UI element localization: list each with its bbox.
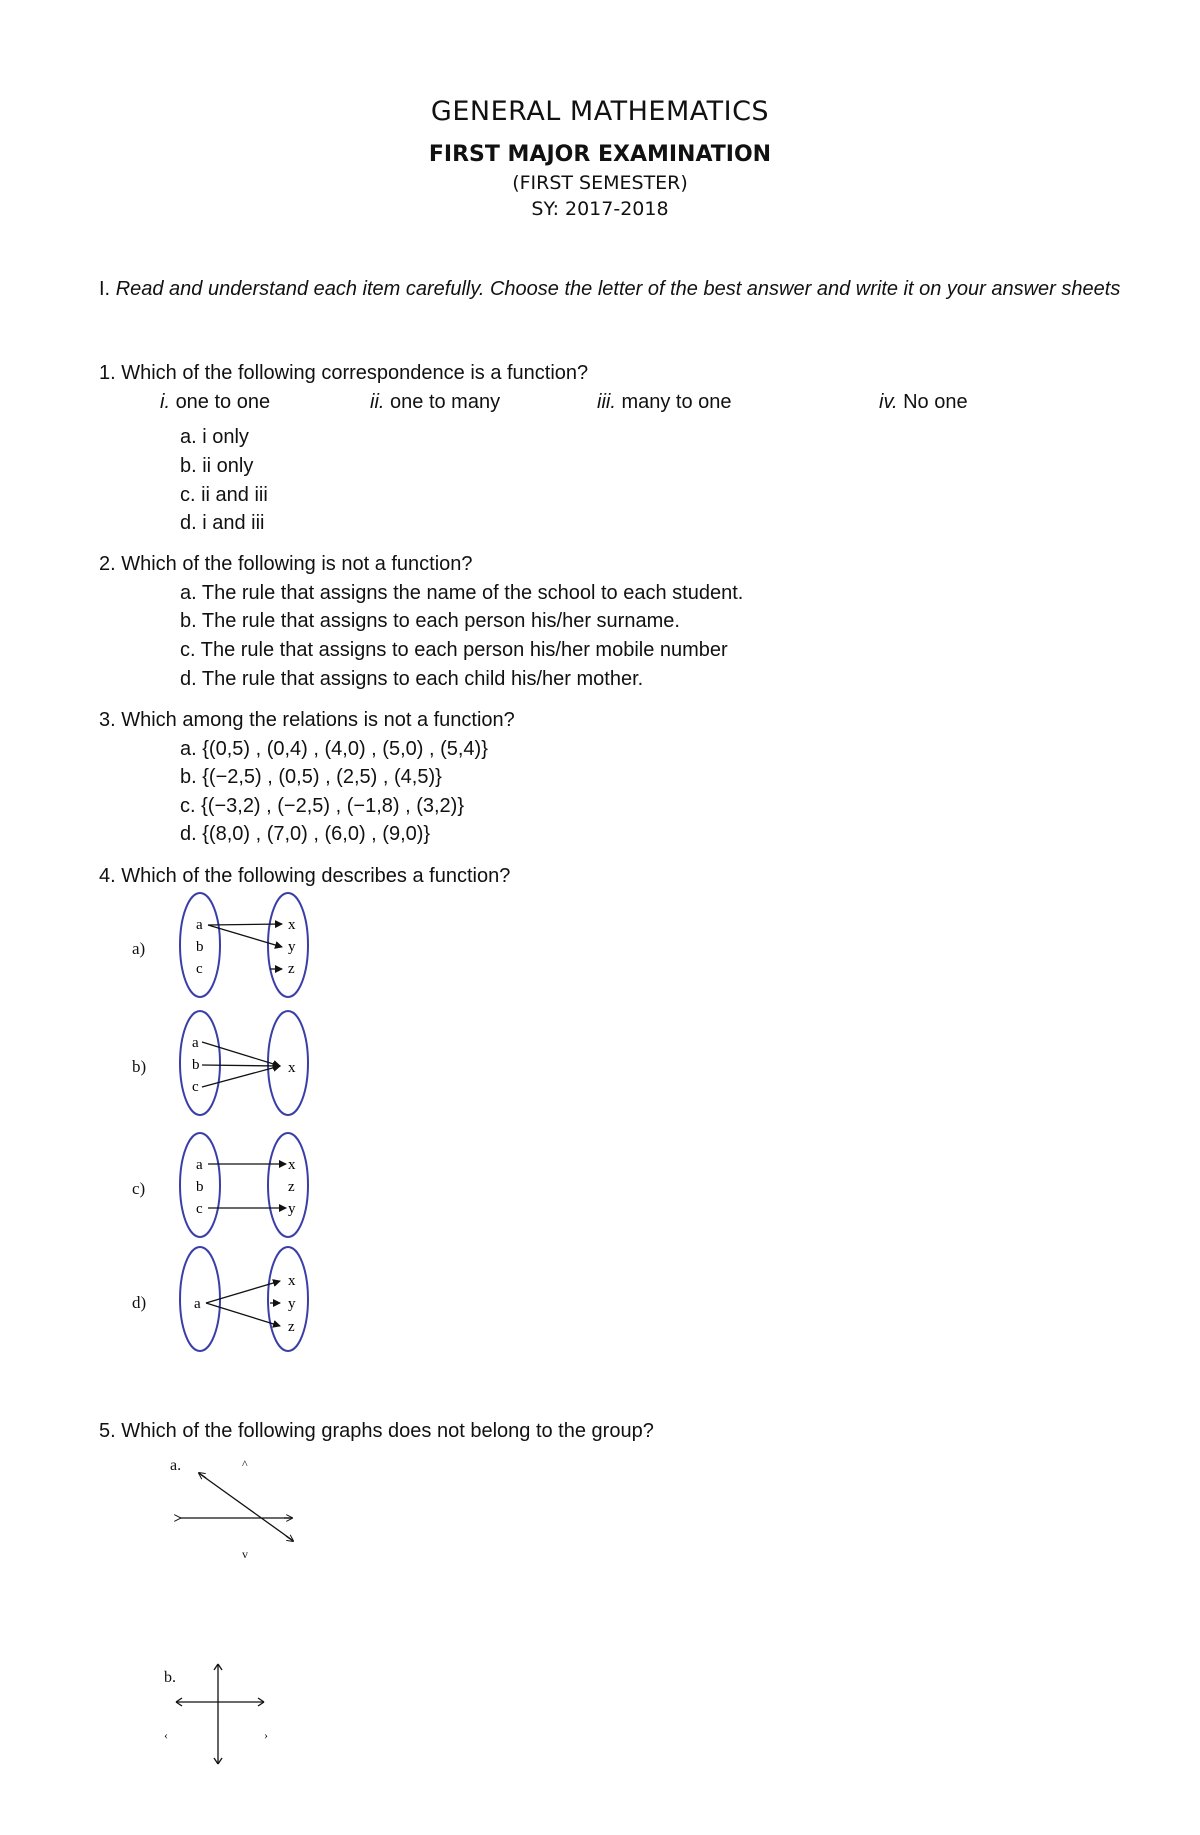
instructions-number: I. — [99, 278, 111, 300]
q3-option-a: a. {(0,5) , (0,4) , (4,0) , (5,0) , (5,4)} — [180, 738, 488, 760]
q4-diagram-c-label: c) — [132, 1179, 146, 1198]
q4-diagram-c-range-z: z — [288, 1179, 295, 1195]
q4-diagram-a-range-z: z — [288, 961, 295, 977]
q4-diagram-b-label: b) — [132, 1057, 147, 1076]
q4-diagram-a-range-x: x — [288, 917, 296, 933]
q4-diagram-a-domain-a: a — [196, 917, 203, 933]
q1-item-iii-num: iii. — [597, 391, 616, 413]
instructions-text: Read and understand each item carefully. Choose the letter of the best answer and write it on your answer sheets — [115, 278, 1121, 300]
q1-option-a: a. i only — [180, 426, 249, 448]
q4-diagram-d-label: d) — [132, 1293, 147, 1312]
q4-diagram-b-domain-a: a — [192, 1035, 199, 1051]
q5-stem: 5. Which of the following graphs does not belong to the group? — [99, 1420, 654, 1442]
q4-diagram-a — [132, 893, 308, 997]
q1-item-i-text: one to one — [175, 391, 271, 413]
q1-option-b: b. ii only — [180, 455, 254, 477]
q4-diagram-d — [132, 1247, 308, 1351]
q2-stem: 2. Which of the following is not a function? — [99, 553, 473, 575]
q4-diagram-b-domain-b: b — [192, 1057, 200, 1073]
q3-stem: 3. Which among the relations is not a function? — [99, 709, 515, 731]
q2-option-b: b. The rule that assigns to each person his/her surname. — [180, 610, 680, 632]
q1-item-iv-num: iv. — [879, 391, 898, 413]
q5-graph-b-label: b. — [164, 1669, 176, 1686]
q2-option-a: a. The rule that assigns the name of the school to each student. — [180, 582, 744, 604]
q4-diagram-b-range-x: x — [288, 1060, 296, 1076]
q5-graph-a-down-arrow-icon: v — [242, 1547, 248, 1561]
q4-stem: 4. Which of the following describes a function? — [99, 865, 511, 887]
q3-option-c: c. {(−3,2) , (−2,5) , (−1,8) , (3,2)} — [180, 795, 465, 817]
q1-item-iii — [597, 390, 732, 414]
q4-diagram-d-range-z: z — [288, 1319, 295, 1335]
q4-diagram-a-range-y: y — [288, 939, 296, 955]
exam-school-year: SY: 2017-2018 — [531, 198, 669, 220]
q1-option-c: c. ii and iii — [180, 484, 268, 506]
q4-diagram-b — [132, 1011, 308, 1115]
q5-graph-a-line — [200, 1474, 292, 1540]
q4-diagram-c-range-x: x — [288, 1157, 296, 1173]
q4-diagram-c-domain-a: a — [196, 1157, 203, 1173]
q4-diagram-c-domain-c: c — [196, 1201, 203, 1217]
q1-item-i — [160, 390, 270, 414]
q1-item-ii-text: one to many — [390, 391, 501, 413]
q4-diagram-c-domain-b: b — [196, 1179, 204, 1195]
q5-graph-b — [160, 1660, 290, 1780]
q1-stem: 1. Which of the following correspondence is a function? — [99, 362, 589, 384]
q4-diagram-a-domain-c: c — [196, 961, 203, 977]
q1-item-ii-num: ii. — [370, 391, 385, 413]
q1-item-iii-text: many to one — [621, 391, 732, 413]
q3-option-b: b. {(−2,5) , (0,5) , (2,5) , (4,5)} — [180, 766, 442, 788]
exam-title: FIRST MAJOR EXAMINATION — [428, 142, 772, 167]
q5-graph-a — [160, 1448, 310, 1568]
q4-diagram-b-domain-c: c — [192, 1079, 199, 1095]
q3-option-d: d. {(8,0) , (7,0) , (6,0) , (9,0)} — [180, 823, 431, 845]
q4-diagram-d-domain-a: a — [194, 1296, 201, 1312]
q5-graph-b-left-arrow-icon: ‹ — [164, 1728, 168, 1742]
q5-graph-a-label: a. — [170, 1457, 182, 1474]
q4-diagram-a-label: a) — [132, 939, 146, 958]
q5-graph-b-right-arrow-icon: › — [264, 1728, 268, 1742]
q4-diagram-d-range-x: x — [288, 1273, 296, 1289]
q1-item-iv — [879, 390, 968, 414]
q2-option-d: d. The rule that assigns to each child his/her mother. — [180, 668, 644, 690]
q5-graph-a-up-arrow-icon: ^ — [242, 1457, 248, 1471]
q4-diagram-d-range-y: y — [288, 1296, 296, 1312]
exam-subject-title: GENERAL MATHEMATICS — [430, 96, 770, 127]
q4-diagram-c-range-y: y — [288, 1201, 296, 1217]
q4-diagram-c — [132, 1133, 308, 1237]
q1-item-ii — [370, 390, 500, 414]
q4-diagram-b-domain-oval — [180, 1011, 220, 1115]
q1-item-i-num: i. — [160, 391, 170, 413]
q2-option-c: c. The rule that assigns to each person his/her mobile number — [180, 639, 728, 661]
q4-mapping-diagrams — [120, 888, 340, 1368]
q4-diagram-a-domain-b: b — [196, 939, 204, 955]
exam-semester: (FIRST SEMESTER) — [512, 172, 688, 194]
q1-option-d: d. i and iii — [180, 512, 265, 534]
instructions — [99, 277, 1139, 301]
q1-item-iv-text: No one — [903, 391, 968, 413]
